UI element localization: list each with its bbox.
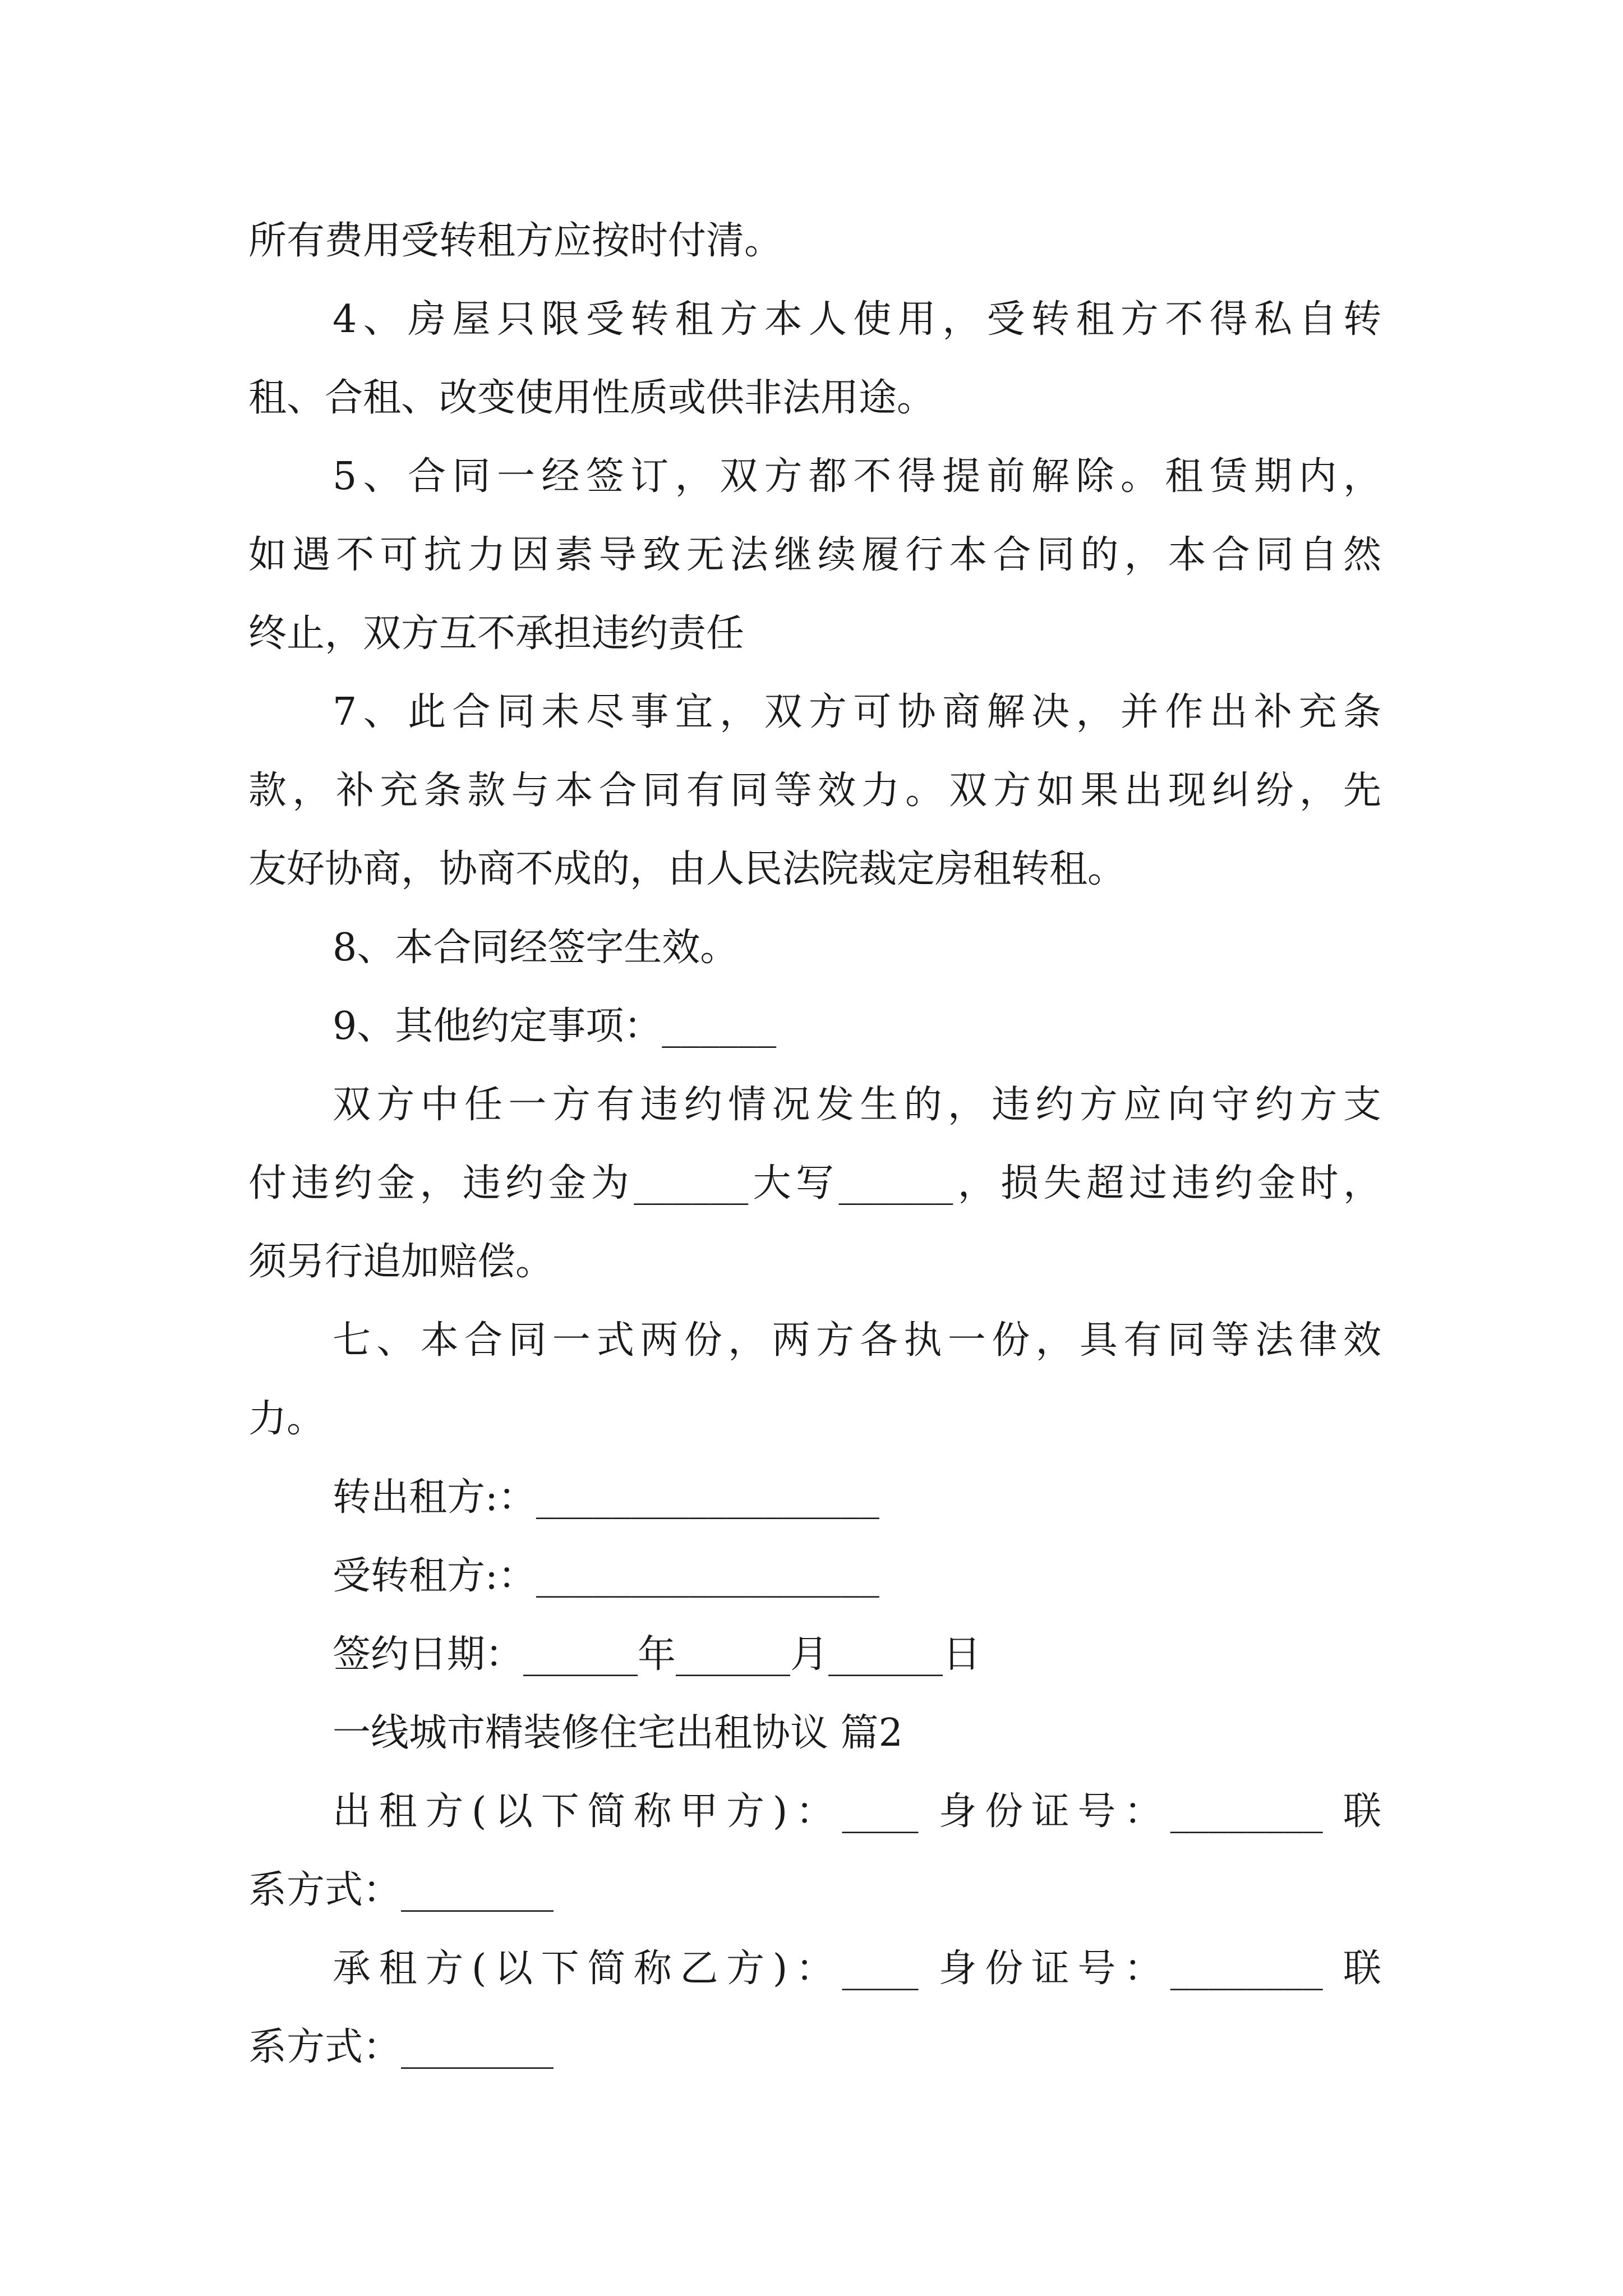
paragraph-line: 5、合同一经签订，双方都不得提前解除。租赁期内，	[333, 454, 1381, 499]
paragraph-line: 4、房屋只限受转租方本人使用，受转租方不得私自转	[333, 297, 1381, 342]
paragraph-line: 8、本合同经签字生效。	[333, 926, 739, 970]
paragraph-line: 所有费用受转租方应按时付清。	[248, 219, 783, 263]
paragraph-line: 付违约金，违约金为______大写______，损失超过违约金时，	[248, 1161, 1381, 1205]
paragraph-line: 租、合租、改变使用性质或供非法用途。	[248, 376, 935, 420]
paragraph-line: 如遇不可抗力因素导致无法继续履行本合同的，本合同自然	[248, 533, 1381, 577]
paragraph-line: 双方中任一方有违约情况发生的，违约方应向守约方支	[333, 1083, 1381, 1127]
paragraph-line: 7、此合同未尽事宜，双方可协商解决，并作出补充条	[333, 690, 1381, 734]
paragraph-line: 力。	[248, 1397, 325, 1441]
paragraph-line: 出租方(以下简称甲方)：____ 身份证号：________ 联	[333, 1789, 1381, 1834]
paragraph-line: 友好协商，协商不成的，由人民法院裁定房租转租。	[248, 847, 1126, 891]
paragraph-line: 七、本合同一式两份，两方各执一份，具有同等法律效	[333, 1318, 1381, 1363]
paragraph-line: 终止，双方互不承担违约责任	[248, 611, 745, 656]
paragraph-line: 须另行追加赔偿。	[248, 1240, 554, 1284]
signing-date-line: 签约日期：______年______月______日	[333, 1632, 981, 1677]
paragraph-line: 9、其他约定事项：______	[333, 1004, 777, 1048]
document-body	[248, 202, 1381, 2087]
paragraph-line: 承租方(以下简称乙方)：____ 身份证号：________ 联	[333, 1947, 1381, 1991]
paragraph-line: 系方式：________	[248, 2025, 554, 2069]
paragraph-line: 系方式：________	[248, 1868, 554, 1912]
section-heading: 一线城市精装修住宅出租协议 篇2	[333, 1711, 903, 1755]
signature-line-sublessor: 转出租方:：__________________	[333, 1475, 879, 1520]
paragraph-line: 款，补充条款与本合同有同等效力。双方如果出现纠纷，先	[248, 769, 1381, 813]
signature-line-sublessee: 受转租方:：__________________	[333, 1554, 879, 1598]
